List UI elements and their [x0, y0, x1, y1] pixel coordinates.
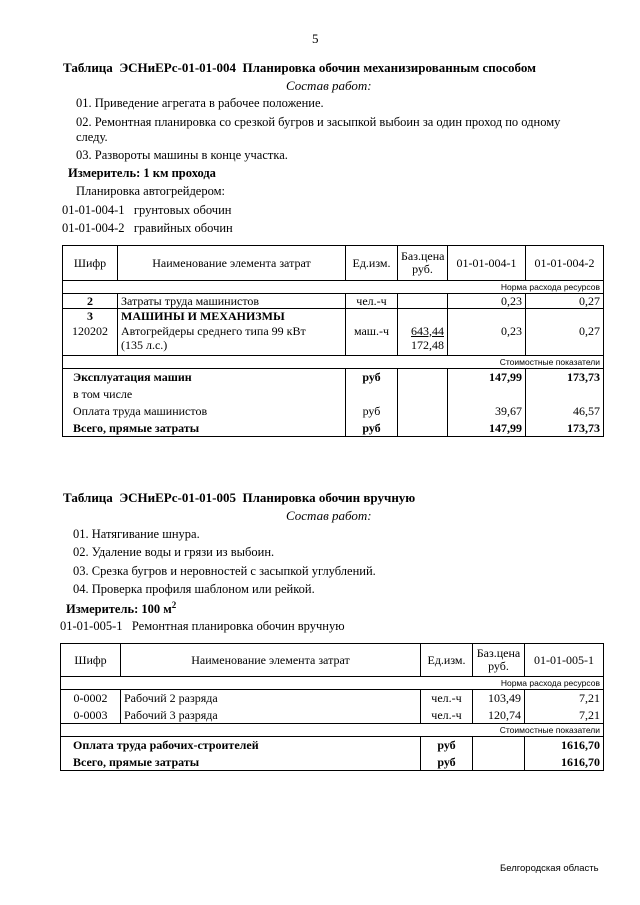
cost-name: Оплата труда машинистов	[63, 403, 346, 420]
table1-subtitle: Планировка автогрейдером:	[76, 184, 226, 198]
table2-composition-heading: Состав работ:	[286, 508, 372, 523]
norm-note: Норма расхода ресурсов	[61, 677, 604, 690]
cost-value-2: 46,57	[526, 403, 604, 420]
row-value-1: 7,21	[525, 690, 604, 707]
variant-code: 01-01-005-1	[60, 619, 123, 633]
variant-code: 01-01-004-2	[62, 221, 125, 235]
cost-unit: руб	[421, 754, 473, 771]
variant-name: Ремонтная планировка обочин вручную	[131, 619, 345, 633]
cost-unit	[346, 386, 398, 403]
cost-row	[63, 386, 604, 403]
row-unit: чел.-ч	[421, 707, 473, 724]
table1-header-row	[63, 246, 604, 281]
footer-region: Белгородская область	[500, 863, 599, 874]
table1-meter: Измеритель: 1 км прохода	[68, 166, 216, 180]
cost-value-1: 147,99	[448, 369, 526, 386]
row-code: 2	[63, 294, 118, 309]
table-row-group-header	[63, 309, 604, 324]
table2-variant	[60, 619, 345, 634]
header-name: Наименование элемента затрат	[121, 644, 421, 677]
row-value-2: 0,27	[526, 324, 604, 356]
table-row	[61, 690, 604, 707]
table2-title-text: Планировка обочин вручную	[242, 490, 416, 505]
header-col1: 01-01-004-1	[448, 246, 526, 281]
table2-norm-note-row	[61, 677, 604, 690]
table2-step-1: 01. Натягивание шнура.	[73, 527, 200, 541]
cost-unit: руб	[346, 369, 398, 386]
row-price	[398, 294, 448, 309]
row-code: 0-0002	[61, 690, 121, 707]
row-value-1: 0,23	[448, 324, 526, 356]
table2	[60, 643, 604, 771]
row-code: 120202	[63, 324, 118, 356]
cost-value-2: 173,73	[526, 369, 604, 386]
row-unit: чел.-ч	[346, 294, 398, 309]
header-unit: Ед.изм.	[421, 644, 473, 677]
table1-step-3: 03. Развороты машины в конце участка.	[76, 148, 288, 162]
price-bottom: 172,48	[411, 337, 444, 352]
cost-value-2: 173,73	[526, 420, 604, 437]
cost-value-1: 1616,70	[525, 737, 604, 754]
cost-note: Стоимостные показатели	[61, 724, 604, 737]
table2-meter	[66, 600, 176, 617]
header-price: Баз.цена руб.	[398, 246, 448, 281]
cost-note: Стоимостные показатели	[63, 356, 604, 369]
header-code: Шифр	[61, 644, 121, 677]
cost-value-1	[448, 386, 526, 403]
header-code: Шифр	[63, 246, 118, 281]
norm-note: Норма расхода ресурсов	[63, 281, 604, 294]
row-name: Рабочий 2 разряда	[121, 690, 421, 707]
row-value-1: 7,21	[525, 707, 604, 724]
cost-row	[63, 403, 604, 420]
cost-name: Всего, прямые затраты	[63, 420, 346, 437]
header-col2: 01-01-004-2	[526, 246, 604, 281]
table1-step-1: 01. Приведение агрегата в рабочее положение.	[76, 96, 324, 110]
variant-name: грунтовых обочин	[133, 203, 232, 217]
cost-value-1: 147,99	[448, 420, 526, 437]
empty-cell	[346, 309, 398, 324]
empty-cell	[398, 420, 448, 437]
row-name-line-1: Автогрейдеры среднего типа 99 кВт	[121, 323, 306, 338]
table1-cost-note-row	[63, 356, 604, 369]
table-row	[61, 707, 604, 724]
cost-value-1: 39,67	[448, 403, 526, 420]
table1-variant-1	[62, 203, 231, 218]
table-row	[63, 294, 604, 309]
cost-value-1: 1616,70	[525, 754, 604, 771]
table1-title-text: Планировка обочин механизированным способом	[242, 60, 536, 75]
cost-unit: руб	[346, 403, 398, 420]
header-price: Баз.цена руб.	[473, 644, 525, 677]
table1-step-2-cont: следу.	[76, 130, 108, 144]
row-name-line-2: (135 л.с.)	[121, 337, 168, 352]
row-name: Рабочий 3 разряда	[121, 707, 421, 724]
row-price: 103,49	[473, 690, 525, 707]
row-unit: чел.-ч	[421, 690, 473, 707]
table1-title-prefix: Таблица	[63, 60, 113, 75]
header-name: Наименование элемента затрат	[118, 246, 346, 281]
empty-cell	[398, 309, 448, 324]
table1-norm-note-row	[63, 281, 604, 294]
cost-name: в том числе	[63, 386, 346, 403]
empty-cell	[398, 403, 448, 420]
table1-title	[63, 60, 536, 76]
row-name: Затраты труда машинистов	[118, 294, 346, 309]
header-unit: Ед.изм.	[346, 246, 398, 281]
cost-value-2	[526, 386, 604, 403]
table1-title-code: ЭСНиЕРс-01-01-004	[119, 60, 236, 75]
cost-unit: руб	[346, 420, 398, 437]
table2-cost-note-row	[61, 724, 604, 737]
row-unit: маш.-ч	[346, 324, 398, 356]
row-price	[398, 324, 448, 356]
cost-name: Эксплуатация машин	[63, 369, 346, 386]
table2-step-3: 03. Срезка бугров и неровностей с засыпкой углублений.	[73, 564, 376, 578]
row-name	[118, 324, 346, 356]
row-code: 0-0003	[61, 707, 121, 724]
table2-step-2: 02. Удаление воды и грязи из выбоин.	[73, 545, 275, 559]
empty-cell	[398, 386, 448, 403]
variant-code: 01-01-004-1	[62, 203, 125, 217]
row-code: 3	[63, 309, 118, 324]
cost-row	[63, 369, 604, 386]
empty-cell	[473, 737, 525, 754]
table2-title	[63, 490, 415, 506]
header-col1: 01-01-005-1	[525, 644, 604, 677]
table1-composition-heading: Состав работ:	[286, 78, 372, 93]
table1-step-2: 02. Ремонтная планировка со срезкой бугров и засыпкой выбоин за один проход по одному	[76, 115, 561, 129]
table2-title-code: ЭСНиЕРс-01-01-005	[119, 490, 236, 505]
empty-cell	[448, 309, 526, 324]
variant-name: гравийных обочин	[133, 221, 233, 235]
meter-text: Измеритель: 100 м	[66, 602, 172, 617]
table-row	[63, 324, 604, 356]
cost-name: Оплата труда рабочих-строителей	[61, 737, 421, 754]
empty-cell	[473, 754, 525, 771]
row-price: 120,74	[473, 707, 525, 724]
table1	[62, 245, 604, 437]
cost-unit: руб	[421, 737, 473, 754]
row-group-name: МАШИНЫ И МЕХАНИЗМЫ	[118, 309, 346, 324]
cost-row	[63, 420, 604, 437]
table2-header-row	[61, 644, 604, 677]
empty-cell	[398, 369, 448, 386]
row-value-1: 0,23	[448, 294, 526, 309]
page-number: 5	[312, 31, 319, 46]
cost-row	[61, 737, 604, 754]
table2-title-prefix: Таблица	[63, 490, 113, 505]
row-value-2: 0,27	[526, 294, 604, 309]
price-top: 643,44	[411, 323, 444, 338]
cost-row	[61, 754, 604, 771]
table2-step-4: 04. Проверка профиля шаблоном или рейкой.	[73, 582, 315, 596]
meter-superscript: 2	[171, 600, 177, 610]
empty-cell	[526, 309, 604, 324]
cost-name: Всего, прямые затраты	[61, 754, 421, 771]
table1-variant-2	[62, 221, 233, 236]
